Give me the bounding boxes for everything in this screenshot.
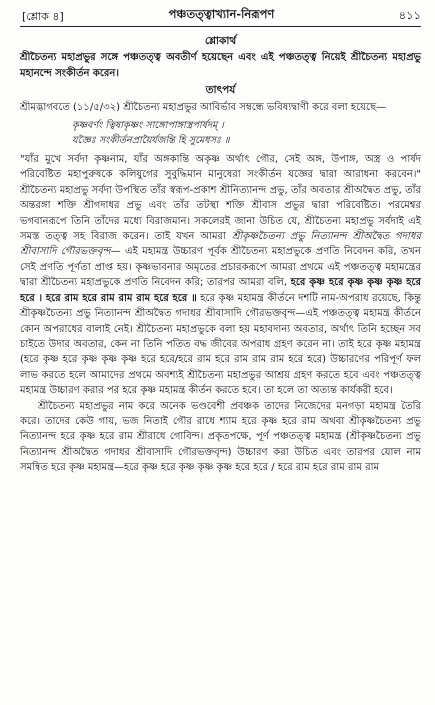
verse-line: কৃষ্ণবর্ণং ত্বিষাকৃষ্ণং সাঙ্গোপাঙ্গাস্ত্রপার্ষদম্ ।: [72, 120, 224, 132]
purport-intro: শ্রীমদ্ভাগবতে (১১/৫/৩২) শ্রীচৈতন্য মহাপ্রভুর আবির্ভাব সম্বন্ধে ভবিষ্যদ্বাণী করে বলা হয়েছে—: [20, 101, 387, 113]
purport-paragraph: শ্রীচৈতন্য মহাপ্রভুর নাম করে অনেক ভণ্ডবেশী প্রবঞ্চক তাদের নিজেদের মনগড়া মহামন্ত্র তৈরি করে। তাদের কেউ গায়, ভজ নিতাই গৌর রাধে শ্যাম হরে কৃষ্ণ হরে রাম অথবা শ্রীকৃষ্ণচৈতন্য প্রভু নিত্যানন্দ হরে কৃষ্ণ হরে রাম শ্রীরাধে গোবিন্দ। প্রকৃতপক্ষে, পূর্ণ পঞ্চতত্ত্ব মহামন্ত্র (শ্রীকৃষ্ণচৈতন্য প্রভু নিত্যানন্দ শ্রীঅদ্বৈত গদাধর শ্রীবাসাদি গৌরভক্তবৃন্দ) উচ্চারণ করা উচিত এবং তারপর যোল নাম সমন্বিত হরে কৃষ্ণ মহামন্ত্র—হরে কৃষ্ণ হরে কৃষ্ণ কৃষ্ণ কৃষ্ণ হরে হরে / হরে রাম হরে রাম রাম রাম: [20, 400, 421, 474]
header-divider: [20, 26, 421, 27]
hare-krishna-mantra: হরে কৃষ্ণ হরে কৃষ্ণ কৃষ্ণ কৃষ্ণ হরে হরে । হরে রাম হরে রাম রাম রাম হরে হরে ॥: [20, 277, 421, 304]
pancha-tattva-mantra: শ্রীকৃষ্ণচৈতন্য প্রভু নিত্যানন্দ শ্রীঅদ্বৈত গদাধর শ্রীবাসাদি গৌরভক্তবৃন্দ: [20, 231, 421, 258]
translation-text: শ্রীচৈতন্য মহাপ্রভুর সঙ্গে পঞ্চতত্ত্ব অবতীর্ণ হয়েছেন এবং এই পঞ্চতত্ত্ব নিয়েই শ্রীচৈতন্য মহাপ্রভু মহানন্দে সংকীর্তন করেন।: [20, 52, 421, 79]
page-number: ৪১১: [398, 8, 421, 22]
verse-reference: [শ্লোক ৪]: [22, 10, 64, 23]
purport-heading: তাৎপর্য: [205, 84, 236, 97]
paragraph-text: হরে কৃষ্ণ মহামন্ত্র কীর্তনে দশটি নাম-অপরাধ রয়েছে, কিন্তু শ্রীকৃষ্ণচৈতন্য প্রভু নিত্যানন্দ শ্রীঅদ্বৈত গদাধর শ্রীবাসাদি গৌরভক্তবৃন্দ—এই পঞ্চতত্ত্ব মহামন্ত্র কীর্তনে কোন অপরাধের বালাই নেই। শ্রীচৈতন্য মহাপ্রভুকে বলা হয় মহাবদান্য অবতার, অর্থাৎ তিনি হচ্ছেন সব চাইতে উদার অবতার, কেন না তিনি পতিত বদ্ধ জীবের অপরাধ গ্রহণ করেন না। তাই হরে কৃষ্ণ মহামন্ত্র (হরে কৃষ্ণ হরে কৃষ্ণ কৃষ্ণ কৃষ্ণ হরে হরে/হরে রাম হরে রাম রাম রাম হরে হরে) উচ্চারণের পরিপূর্ণ ফল লাভ করতে হলে আমাদের প্রথমে অবশ্যই শ্রীচৈতন্য মহাপ্রভুর আশ্রয় গ্রহণ করতে হবে এবং পঞ্চতত্ত্ব মহামন্ত্র উচ্চারণ করার পর হরে কৃষ্ণ মহামন্ত্র কীর্তন করতে হবে। তা হলে তা অত্যন্ত কার্যকরী হবে।: [20, 292, 421, 397]
paragraph-text: "যাঁর মুখে সর্বদা কৃষ্ণনাম, যাঁর অঙ্গকান্তি অকৃষ্ণ অর্থাৎ গৌর, সেই অঙ্গ, উপাঙ্গ, অস্ত্র ও পার্ষদ পরিবেষ্টিত মহাপুরুষকে কলিযুগের সুবুদ্ধিমান মানুষেরা সংকীর্তন যজ্ঞের দ্বারা আরাধনা করবেন।" শ্রীচৈতন্য মহাপ্রভু সর্বদা উপস্থিত তাঁর স্বরূপ-প্রকাশ শ্রীনিত্যানন্দ প্রভু, তাঁর অবতার শ্রীঅদ্বৈত প্রভু, তাঁর অন্তরঙ্গা শক্তি শ্রীগদাধর প্রভু এবং তাঁর তটস্থা শক্তি শ্রীবাস প্রভুর দ্বারা পরিবেষ্টিত। পরমেশ্বর ভগবানরূপে তিনি তাঁদের মধ্যে বিরাজমান। সকলেরই জানা উচিত যে, শ্রীচৈতন্য মহাপ্রভু সর্বদাই এই সমস্ত তত্ত্ব সহ বিরাজ করেন। তাই যখন আমরা: [20, 154, 421, 243]
sanskrit-verse: [72, 118, 421, 148]
page-header: [22, 6, 421, 24]
chapter-title: পঞ্চতত্ত্বাখ্যান-নিরূপণ: [168, 7, 275, 21]
paragraph-text: — এই মহামন্ত্র উচ্চারণ পূর্বক শ্রীচৈতন্য মহাপ্রভুকে প্রণতি নিবেদন করি, তখন সেই প্রণতি পূর্ণতা প্রাপ্ত হয়। কৃষ্ণভাবনার অমৃতের প্রচারকরূপে আমরা প্রথমে এই পঞ্চতত্ত্ব মহামন্ত্রের দ্বারা শ্রীচৈতন্য মহাপ্রভুকে প্রণতি নিবেদন করি; তারপর আমরা বলি,: [20, 246, 421, 289]
purport-paragraph: [20, 152, 421, 399]
translation-heading: শ্লোকার্থ: [204, 35, 237, 47]
page-content: [20, 32, 421, 476]
verse-line: যজ্ঞৈঃ সংকীর্তনপ্রায়ৈর্যজন্তি হি সুমেধসঃ ॥: [72, 135, 230, 147]
